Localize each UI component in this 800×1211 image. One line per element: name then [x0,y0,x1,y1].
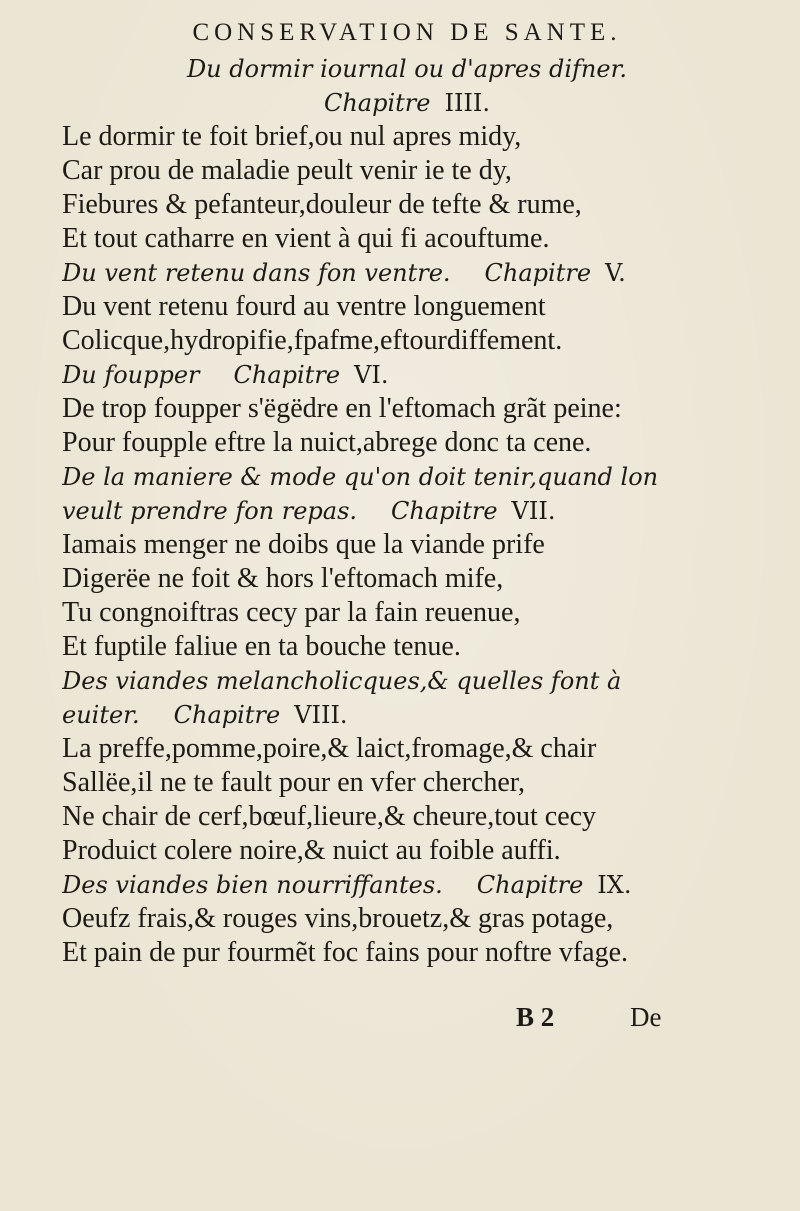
chapter-heading [62,698,752,732]
chapter-number: IIII. [444,89,491,117]
verse-line: Du vent retenu fourd au ventre longuement [62,291,546,322]
heading-text: Des viandes bien nourriffantes. [62,871,443,899]
heading-text: De la maniere & mode qu'on doit tenir,quand lon [62,463,659,491]
chapter-heading [62,52,752,86]
chapter-heading [62,868,752,902]
verse-line: Iamais menger ne doibs que la viande prife [62,529,545,560]
chapter-label: Chapitre [476,871,584,899]
verse-line: Et pain de pur fourmẽt foc fains pour noftre vfage. [62,937,629,968]
chapter-number: IX. [597,871,632,899]
page-footer [62,1000,752,1034]
chapter-number: VI. [354,361,389,389]
verse-line: Et tout catharre en vient à qui fi acouftume. [62,223,550,254]
chapter-label: Chapitre [391,497,498,525]
chapter-heading [62,358,752,392]
chapter-heading [62,86,752,120]
chapter-heading [62,494,752,528]
chapter-label: Chapitre [484,259,592,287]
verse-line: Sallëe,il ne te fault pour en vfer chercher, [62,767,525,798]
verse-line: Oeufz frais,& rouges vins,brouetz,& gras potage, [62,903,614,934]
heading-text: Chapitre [323,89,431,117]
heading-text: Du dormir iournal ou d'apres difner. [186,55,628,83]
chapter-label: Chapitre [173,701,281,729]
verse-line: Ne chair de cerf,bœuf,lieure,& cheure,tout cecy [62,801,597,832]
chapter-number: V. [605,259,626,287]
verse-line: Digerëe ne foit & hors l'eftomach mife, [62,563,504,594]
chapter-heading [62,460,752,494]
heading-text: veult prendre fon repas. [62,497,358,525]
verse-line: Car prou de maladie peult venir ie te dy, [62,155,512,186]
verse-line: De trop foupper s'ëgëdre en l'eftomach grãt peine: [62,393,622,424]
catchword: De [630,1002,662,1032]
verse-line: Tu congnoiftras cecy par la fain reuenue, [62,597,521,628]
chapter-label: Chapitre [233,361,341,389]
page-content [62,18,752,970]
verse-line: Pour foupple eftre la nuict,abrege donc ta cene. [62,427,592,458]
chapter-heading [62,664,752,698]
heading-text: euiter. [62,701,140,729]
chapter-number: VII. [511,497,556,525]
chapter-heading [62,256,752,290]
text-body [62,52,752,970]
running-head: CONSERVATION DE SANTE. [192,19,622,46]
heading-text: Du foupper [62,361,200,389]
verse-line: Le dormir te foit brief,ou nul apres midy, [62,121,522,152]
verse-line: Colicque,hydropifie,fpafme,eftourdiffement. [62,325,563,356]
verse-line: Et fuptile faliue en ta bouche tenue. [62,631,461,662]
heading-text: Des viandes melancholicques,& quelles font à [62,667,622,695]
verse-line: Fiebures & pefanteur,douleur de tefte & rume, [62,189,582,220]
verse-line: La preffe,pomme,poire,& laict,fromage,& chair [62,733,597,764]
chapter-number: VIII. [294,701,348,729]
signature-mark: B 2 [516,1002,555,1032]
verse-line: Produict colere noire,& nuict au foible auffi. [62,835,561,866]
heading-text: Du vent retenu dans fon ventre. [62,259,451,287]
